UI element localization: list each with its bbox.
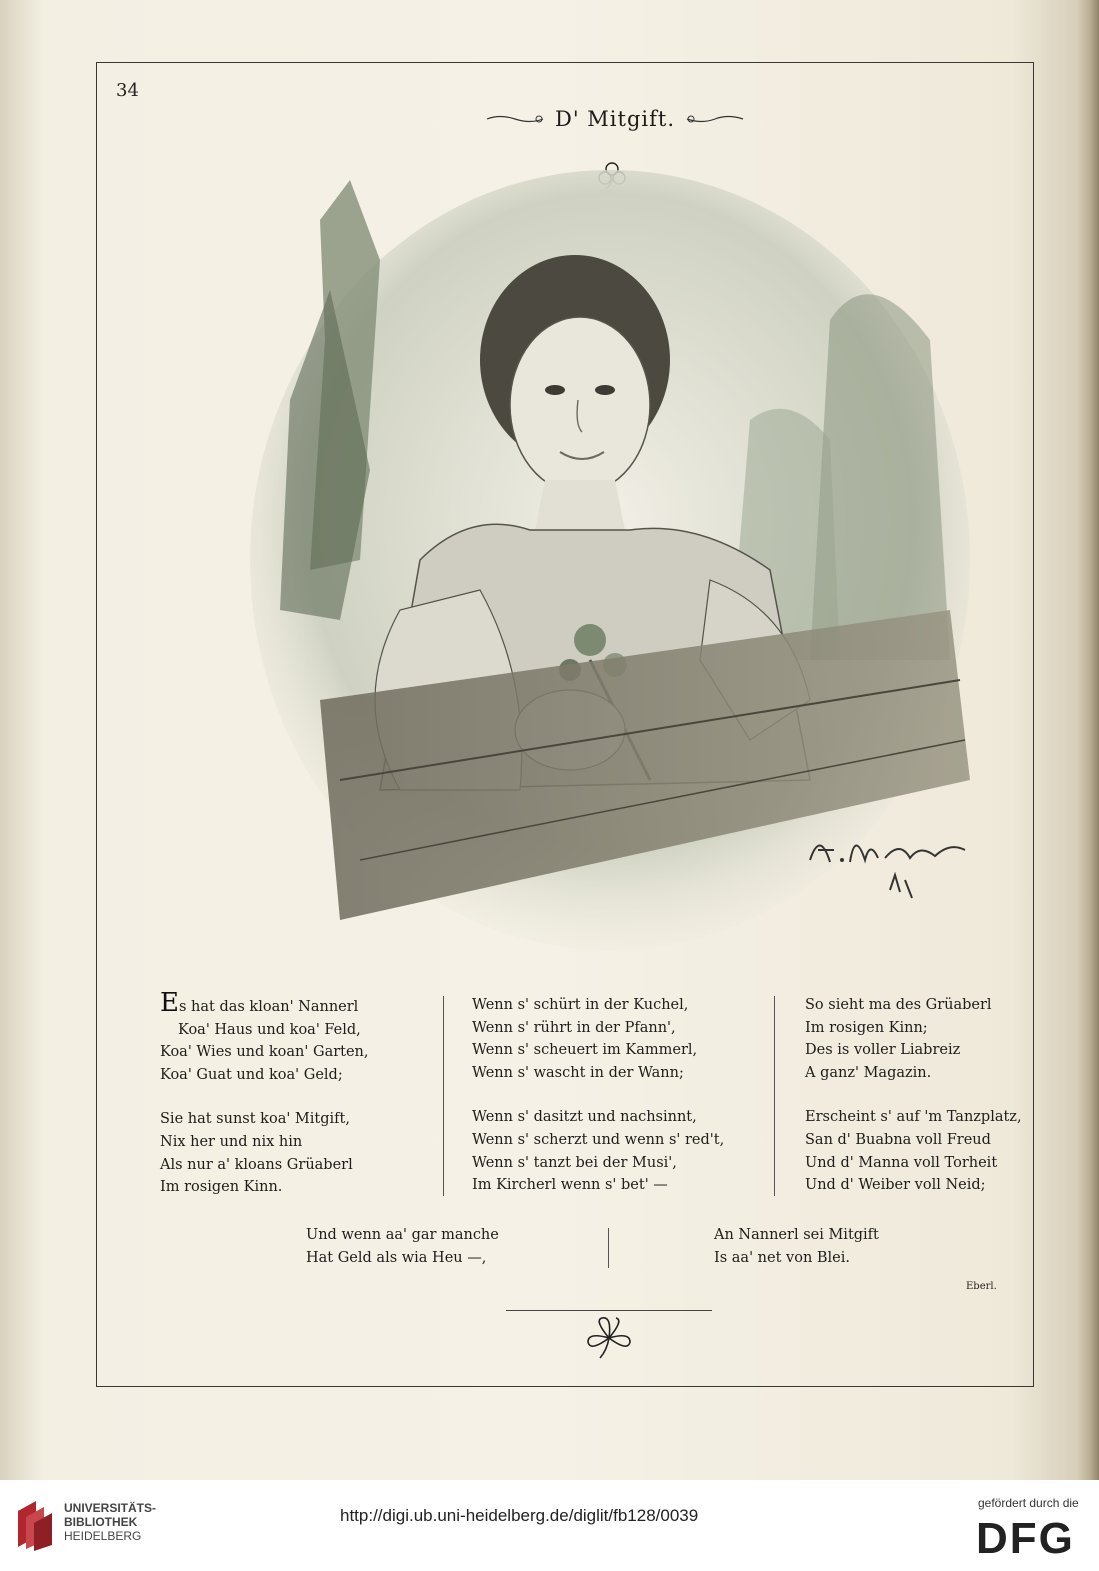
library-name-line: HEIDELBERG [64,1529,142,1543]
poem-title: D' Mitgift. [555,107,675,131]
poem-line: Koa' Guat und koa' Geld; [160,1066,343,1083]
poem-line: Und wenn aa' gar manche [306,1227,499,1243]
author-name: Eberl. [966,1281,997,1292]
poem-line: Hat Geld als wia Heu —, [306,1249,487,1266]
source-url-link[interactable]: http://digi.ub.uni-heidelberg.de/diglit/fb128/0039 [340,1506,699,1525]
poem-line: Wenn s' dasitzt und nachsinnt, [472,1109,697,1126]
poem-line: Sie hat sunst koa' Mitgift, [160,1111,350,1128]
dfg-logo: DFG [976,1514,1075,1563]
poem-line: A ganz' Magazin. [805,1064,932,1081]
stanza [805,994,1075,1084]
page-number: 34 [116,80,139,101]
library-name-line: UNIVERSITÄTS- [64,1501,157,1515]
end-clover-ornament-icon [584,1316,634,1360]
stanza [805,1106,1075,1196]
funded-by-label: gefördert durch die [978,1496,1079,1510]
poem-line: Nix her und nix hin [160,1133,303,1150]
poem-line: Im Kircherl wenn s' bet' — [472,1177,668,1194]
column-divider [774,996,775,1196]
poem-line: Im rosigen Kinn; [805,1019,928,1036]
library-name [64,1501,156,1543]
poem-line: Wenn s' rührt in der Pfann', [472,1019,676,1036]
stanza [160,1108,430,1198]
poem-column-2 [472,994,742,1219]
poem-line: Es hat das kloan' Nannerl [160,988,359,1018]
right-flourish-icon [685,112,745,126]
final-stanza-right [714,1224,879,1269]
poem-line: Und d' Manna voll Torheit [805,1154,998,1171]
poem-body [160,988,1022,1204]
column-divider [443,996,444,1196]
artist-signature-icon [800,820,980,910]
title-row [455,104,775,134]
poem-line: Wenn s' scherzt und wenn s' red't, [472,1131,725,1148]
poem-line: Erscheint s' auf 'm Tanzplatz, [805,1109,1022,1126]
poem-line: Wenn s' wascht in der Wann; [472,1064,684,1081]
poem-line: Koa' Wies und koan' Garten, [160,1044,369,1061]
stanza [160,988,430,1086]
poem-line: Im rosigen Kinn. [160,1179,283,1196]
poem-line: Als nur a' kloans Grüaberl [160,1156,353,1173]
poem-line: So sieht ma des Grüaberl [805,997,992,1013]
university-library-logo-icon [14,1497,58,1551]
drop-cap: E [160,988,179,1018]
poem-column-3 [805,994,1075,1219]
book-spine-edge [1077,0,1099,1480]
poem-line: Wenn s' scheuert im Kammerl, [472,1042,698,1059]
stanza [472,994,742,1084]
poem-line: Wenn s' schürt in der Kuchel, [472,997,689,1013]
end-rule [506,1310,712,1311]
poem-column-1 [160,988,430,1221]
final-stanza-left [306,1224,499,1269]
poem-line: Des is voller Liabreiz [805,1042,961,1059]
poem-line: Wenn s' tanzt bei der Musi', [472,1154,677,1171]
final-stanza [306,1224,926,1274]
poem-line: San d' Buabna voll Freud [805,1131,991,1148]
left-flourish-icon [485,112,545,126]
poem-line: An Nannerl sei Mitgift [714,1227,879,1243]
poem-line: Und d' Weiber voll Neid; [805,1177,986,1194]
library-name-line: BIBLIOTHEK [64,1515,138,1529]
stanza [472,1106,742,1196]
poem-line: Is aa' net von Blei. [714,1249,851,1266]
column-divider [608,1228,609,1268]
poem-line: Koa' Haus und koa' Feld, [178,1021,361,1038]
